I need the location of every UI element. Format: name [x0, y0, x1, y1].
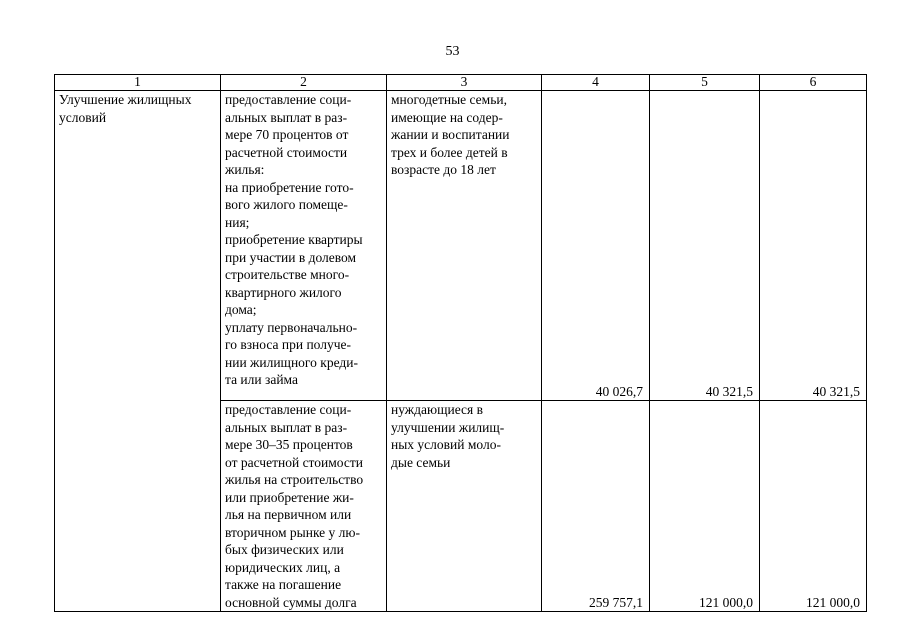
column-header-1: 1 [55, 75, 221, 91]
table-row [55, 91, 867, 401]
column-header-6: 6 [760, 75, 867, 91]
amount-col4-cell: 259 757,1 [542, 401, 650, 612]
column-header-3: 3 [387, 75, 542, 91]
page-number: 53 [445, 44, 460, 59]
amount-col6-cell: 121 000,0 [760, 401, 867, 612]
amount-col5-cell: 121 000,0 [650, 401, 760, 612]
amount-col4-cell: 40 026,7 [542, 91, 650, 401]
amount-col5-cell: 40 321,5 [650, 91, 760, 401]
column-header-5: 5 [650, 75, 760, 91]
measure-cell: предоставление соци- альных выплат в раз- мере 30–35 процентов от расчетной стоимости жилья на строительство или приобретение жи- лья на первичном или вторичном рынке у лю- бых физических или юридических лиц, а также на погашение основной суммы долга [221, 401, 387, 612]
recipients-cell: нуждающиеся в улучшении жилищ- ных условий моло- дые семьи [387, 401, 542, 612]
recipients-cell: многодетные семьи, имеющие на содер- жании и воспитании трех и более детей в возрасте до 18 лет [387, 91, 542, 401]
amount-col6-cell: 40 321,5 [760, 91, 867, 401]
column-header-2: 2 [221, 75, 387, 91]
column-header-4: 4 [542, 75, 650, 91]
budget-table [54, 74, 867, 612]
measure-cell: предоставление соци- альных выплат в раз- мере 70 процентов от расчетной стоимости жилья: на приобретение гото- вого жилого помеще- ния; приобретение квартиры при участии в долевом строительстве много- квартирного жилого дома; уплату первоначально- го взноса при получе- нии жилищного креди- та или займа [221, 91, 387, 401]
table-header-row [55, 75, 867, 91]
direction-cell: Улучшение жилищных условий [55, 91, 221, 612]
